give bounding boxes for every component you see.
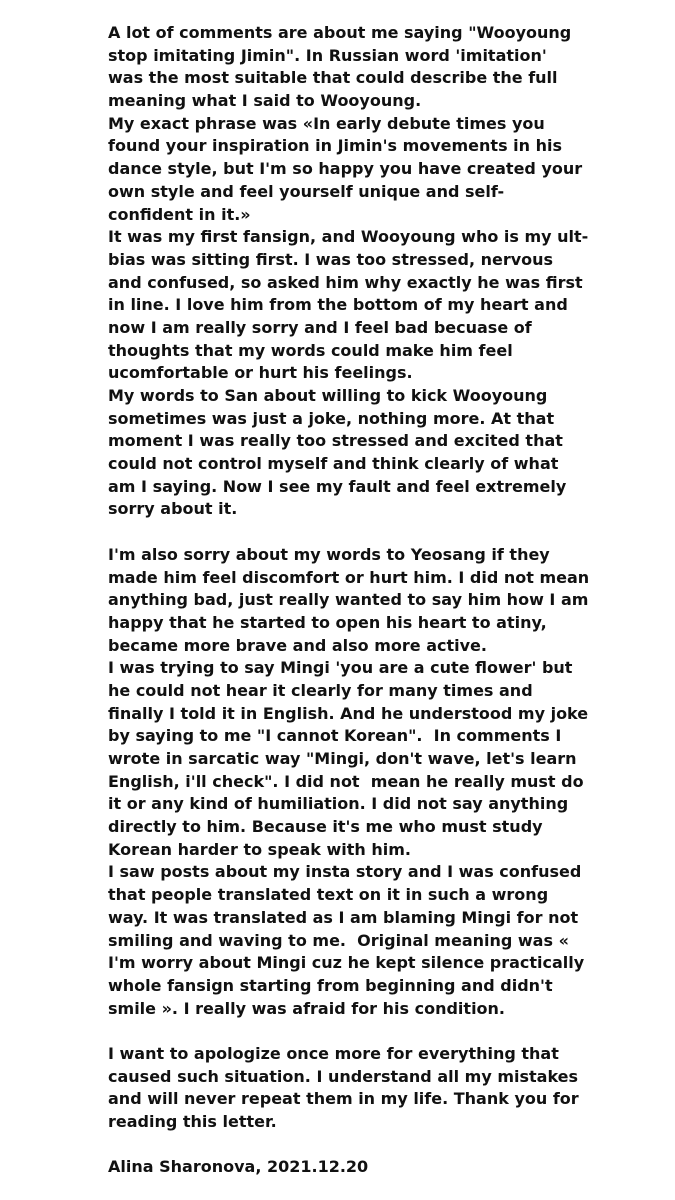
letter-line: I want to apologize once more for everything that bbox=[108, 1043, 559, 1063]
letter-line: and confused, so asked him why exactly he was first bbox=[108, 272, 583, 292]
letter-line: dance style, but I'm so happy you have created your bbox=[108, 159, 583, 179]
letter-line: was the most suitable that could describe the full bbox=[108, 68, 558, 88]
letter-line: caused such situation. I understand all my mistakes bbox=[108, 1066, 579, 1086]
paragraph-gap bbox=[108, 1134, 578, 1157]
letter-line: he could not hear it clearly for many times and bbox=[108, 680, 533, 700]
letter-line: sorry about it. bbox=[108, 499, 238, 519]
letter-line: way. It was translated as I am blaming Mingi for not bbox=[108, 907, 579, 927]
letter-line: It was my first fansign, and Wooyoung who is my ult- bbox=[108, 227, 589, 247]
letter-line: and will never repeat them in my life. Thank you for bbox=[108, 1089, 579, 1109]
letter-line: whole fansign starting from beginning and didn't bbox=[108, 975, 553, 995]
letter-line: became more brave and also more active. bbox=[108, 635, 487, 655]
letter-line: finally I told it in English. And he understood my joke bbox=[108, 703, 589, 723]
letter-line: wrote in sarcatic way "Mingi, don't wave, let's learn bbox=[108, 749, 577, 768]
letter-paragraph bbox=[108, 22, 589, 521]
letter-line: bias was sitting first. I was too stressed, nervous bbox=[108, 249, 554, 269]
letter-line: that people translated text on it in such a wrong bbox=[108, 885, 549, 905]
letter-line: own style and feel yourself unique and self- bbox=[108, 181, 505, 201]
letter-paragraph bbox=[108, 1043, 578, 1134]
letter-line: I'm also sorry about my words to Yeosang if they bbox=[108, 544, 550, 564]
letter-line: am I saying. Now I see my fault and feel extremely bbox=[108, 476, 567, 496]
letter-line: A lot of comments are about me saying "Wooyoung bbox=[108, 23, 572, 42]
letter-line: now I am really sorry and I feel bad becuase of bbox=[108, 317, 532, 337]
letter-line: stop imitating Jimin". In Russian word 'imitation' bbox=[108, 45, 547, 65]
letter-line: anything bad, just really wanted to say him how I am bbox=[108, 590, 589, 610]
letter-line: My words to San about willing to kick Wooyoung bbox=[108, 386, 548, 405]
letter-paragraph bbox=[108, 544, 590, 1020]
letter-line: My exact phrase was «In early debute times you bbox=[108, 113, 545, 133]
signature-block bbox=[108, 1156, 578, 1179]
letter-line: Korean harder to speak with him. bbox=[108, 839, 411, 859]
letter-line: happy that he started to open his heart to atiny, bbox=[108, 612, 547, 632]
signature-line: Alina Sharonova, 2021.12.20 bbox=[108, 1157, 369, 1177]
letter-line: I saw posts about my insta story and I was confused bbox=[108, 862, 582, 882]
letter-line: it or any kind of humiliation. I did not say anything bbox=[108, 794, 569, 814]
letter-line: I was trying to say Mingi 'you are a cute flower' but bbox=[108, 658, 573, 678]
letter-line: could not control myself and think clearly of what bbox=[108, 454, 559, 474]
letter-line: moment I was really too stressed and excited that bbox=[108, 431, 563, 451]
letter-line: smiling and waving to me. Original meaning was « bbox=[108, 930, 569, 950]
letter-line: reading this letter. bbox=[108, 1112, 277, 1131]
letter-line: English, i'll check". I did not mean he really must do bbox=[108, 771, 584, 791]
letter-line: by saying to me "I cannot Korean". In comments I bbox=[108, 726, 562, 746]
letter-line: confident in it.» bbox=[108, 204, 251, 224]
paragraph-gap bbox=[108, 1020, 578, 1043]
letter-line: ucomfortable or hurt his feelings. bbox=[108, 363, 413, 383]
letter-line: sometimes was just a joke, nothing more. At that bbox=[108, 408, 555, 428]
apology-letter bbox=[108, 22, 590, 1179]
letter-line: meaning what I said to Wooyoung. bbox=[108, 91, 422, 111]
letter-line: smile ». I really was afraid for his condition. bbox=[108, 998, 506, 1018]
letter-line: thoughts that my words could make him feel bbox=[108, 340, 513, 360]
letter-line: I'm worry about Mingi cuz he kept silence practically bbox=[108, 953, 585, 973]
letter-line: in line. I love him from the bottom of my heart and bbox=[108, 295, 568, 315]
letter-line: made him feel discomfort or hurt him. I did not mean bbox=[108, 567, 590, 587]
letter-line: directly to him. Because it's me who must study bbox=[108, 817, 543, 837]
paragraph-gap bbox=[108, 521, 578, 544]
letter-line: found your inspiration in Jimin's movements in his bbox=[108, 136, 563, 156]
